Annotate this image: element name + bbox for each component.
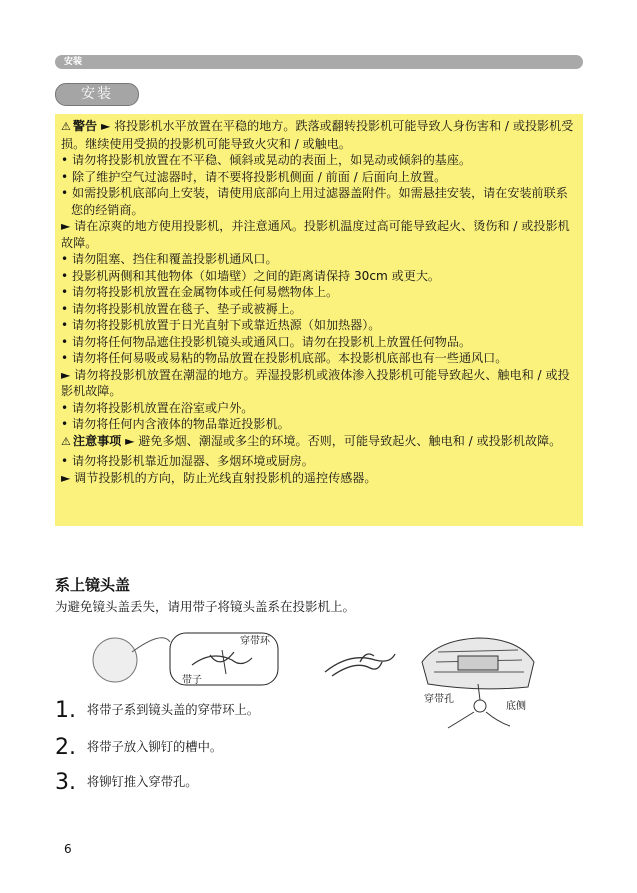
step-2 bbox=[55, 735, 222, 760]
step-number: 1. bbox=[55, 698, 76, 723]
warning-line: • 请勿将投影机放置在金属物体或任何易燃物体上。 bbox=[61, 285, 339, 299]
warning-triangle-icon: ⚠ bbox=[61, 120, 71, 133]
warning-line: • 请勿将任何物品遮住投影机镜头或通风口。请勿在投影机上放置任何物品。 bbox=[61, 334, 472, 349]
page-number: 6 bbox=[64, 842, 72, 856]
warning-line: ⚠ 警告 ► 将投影机水平放置在平稳的地方。跌落或翻转投影机可能导致人身伤害和 / 或投影机受损。继续使用受损的投影机可能导致火灾和 / 或触电。 bbox=[61, 119, 574, 151]
strap-loop-label: 穿带环 bbox=[240, 636, 270, 647]
warning-line: • 请勿将投影机放置在毯子、垫子或被褥上。 bbox=[61, 301, 302, 316]
section-title: 安装 bbox=[55, 83, 139, 106]
warning-heading: 警告 bbox=[72, 119, 98, 133]
lens-cap-description: 为避免镜头盖丢失，请用带子将镜头盖系在投影机上。 bbox=[55, 599, 356, 614]
warning-line: • 请勿将任何内含液体的物品靠近投影机。 bbox=[61, 417, 290, 431]
warning-line: • 请勿将任何易吸或易粘的物品放置在投影机底部。本投影机底部也有一些通风口。 bbox=[61, 351, 508, 365]
warning-line: ► 请勿将投影机放置在潮湿的地方。弄湿投影机或液体渗入投影机可能导致起火、触电和 / 或投影机故障。 bbox=[61, 367, 570, 398]
warning-line: ► 调节投影机的方向，防止光线直射投影机的遥控传感器。 bbox=[61, 470, 377, 485]
warning-line: • 请勿将投影机放置在不平稳、倾斜或晃动的表面上，如晃动或倾斜的基座。 bbox=[61, 153, 472, 167]
warning-line: • 如需投影机底部向上安装，请使用底部向上用过滤器盖附件。如需悬挂安装，请在安装前联系您的经销商。 bbox=[61, 186, 568, 217]
strap-label: 带子 bbox=[182, 675, 202, 686]
lens-cap-title: 系上镜头盖 bbox=[55, 576, 131, 594]
step-1 bbox=[55, 698, 259, 723]
strap-hole-label: 穿带孔 bbox=[424, 694, 454, 705]
step-text: 将带子系到镜头盖的穿带环上。 bbox=[86, 703, 260, 717]
step-text: 将铆钉推入穿带孔。 bbox=[86, 775, 198, 789]
warning-box bbox=[55, 114, 583, 526]
header-bar bbox=[55, 55, 583, 69]
warning-line: • 请勿将投影机靠近加湿器、多烟环境或厨房。 bbox=[61, 454, 314, 468]
warning-line: ► 请在凉爽的地方使用投影机，并注意通风。投影机温度过高可能导致起火、烫伤和 / 或投影机故障。 bbox=[61, 219, 570, 250]
step-text: 将带子放入铆钉的槽中。 bbox=[86, 740, 223, 754]
warning-line: • 除了维护空气过滤器时，请不要将投影机侧面 / 前面 / 后面向上放置。 bbox=[61, 169, 447, 184]
strap-knot-illustration bbox=[320, 642, 400, 682]
caution-heading: 注意事项 bbox=[72, 433, 122, 448]
warning-line: • 请勿阻塞、挡住和覆盖投影机通风口。 bbox=[61, 252, 278, 266]
warning-line: • 请勿将投影机放置在浴室或户外。 bbox=[61, 400, 254, 415]
warning-line: • 投影机两侧和其他物体（如墙壁）之间的距离请保持 30cm 或更大。 bbox=[61, 268, 441, 283]
caution-triangle-icon: ⚠ bbox=[61, 434, 71, 448]
caution-line: ⚠ 注意事项 ► 避免多烟、潮湿或多尘的环境。否则，可能导致起火、触电和 / 或投影机故障。 bbox=[61, 433, 577, 451]
step-number: 3. bbox=[55, 770, 76, 795]
step-3 bbox=[55, 770, 198, 795]
header-label: 安装 bbox=[64, 57, 83, 67]
warning-line: • 请勿将投影机放置于日光直射下或靠近热源（如加热器）。 bbox=[61, 318, 381, 332]
projector-bottom-illustration bbox=[418, 632, 538, 732]
step-number: 2. bbox=[55, 735, 76, 760]
bottom-side-label: 底侧 bbox=[506, 701, 526, 712]
